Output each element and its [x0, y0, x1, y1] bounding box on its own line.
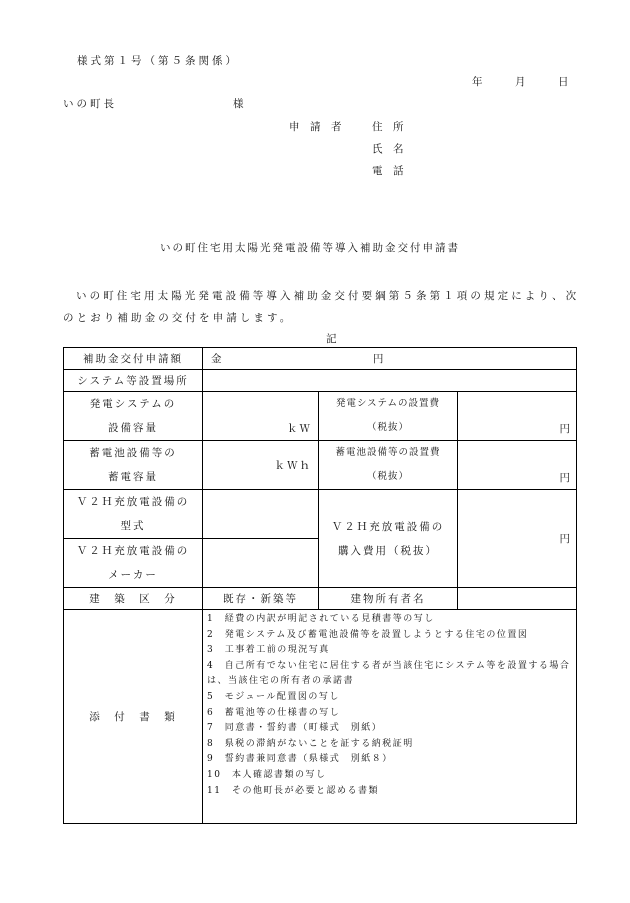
pv-cost-label-line2: （税抜） — [366, 422, 409, 433]
body-text: いの町住宅用太陽光発電設備等導入補助金交付要綱第５条第１項の規定により、次のとおり補助金の交付を申請します。 — [63, 290, 580, 324]
attachments-list — [203, 610, 576, 801]
date-year: 年 — [472, 76, 483, 88]
battery-cost-label — [319, 441, 458, 490]
v2h-maker-label — [64, 539, 203, 588]
pv-cost-label — [319, 392, 458, 441]
amount-label: 補助金交付申請額 — [64, 348, 203, 370]
pv-capacity-unit: ｋＷ — [287, 423, 312, 435]
battery-label-line1: 蓄電池設備等の — [89, 447, 177, 459]
v2h-cost-cell[interactable] — [458, 490, 577, 588]
attachment-item: 4 自己所有でない住宅に居住する者が当該住宅にシステム等を設置する場合は、当該住宅の所有者の承諾書 — [207, 660, 571, 687]
battery-capacity-cell[interactable] — [203, 441, 319, 490]
application-table — [63, 347, 577, 824]
location-cell[interactable] — [203, 370, 577, 392]
attachment-item: 3 工事着工前の現況写真 — [207, 645, 330, 656]
document-title: いの町住宅用太陽光発電設備等導入補助金交付申請書 — [160, 242, 460, 254]
v2h-cost-unit: 円 — [559, 533, 571, 545]
applicant-name: 氏 名 — [372, 143, 404, 155]
building-type-value[interactable]: 既存・新築等 — [203, 588, 319, 610]
applicant-label: 申 請 者 — [289, 121, 342, 133]
attachment-item: 1 経費の内訳が明記されている見積書等の写し — [207, 614, 435, 624]
v2h-maker-label-line2: メーカー — [108, 569, 158, 581]
v2h-model-label-line2: 型式 — [120, 520, 146, 532]
battery-label — [64, 441, 203, 490]
attachments-cell — [203, 610, 577, 824]
attachment-item: 5 モジュール配置図の写し — [207, 691, 340, 702]
location-label: システム等設置場所 — [64, 370, 203, 392]
amount-prefix: 金 — [211, 353, 222, 365]
attachment-item: 9 誓約書兼同意書（県様式 別紙８） — [207, 754, 393, 765]
pv-capacity-label — [64, 392, 203, 441]
battery-cost-label-line2: （税抜） — [366, 471, 409, 482]
v2h-maker-label-line1: Ｖ２Ｈ充放電設備の — [76, 545, 190, 557]
building-type-label: 建 築 区 分 — [64, 588, 203, 610]
owner-label: 建物所有者名 — [319, 588, 458, 610]
attachment-item: 8 県税の滞納がないことを証する納税証明 — [207, 738, 414, 749]
v2h-cost-label-line1: Ｖ２Ｈ充放電設備の — [331, 520, 445, 533]
amount-unit: 円 — [372, 353, 384, 365]
amount-cell[interactable] — [203, 348, 577, 370]
attachment-item: 6 蓄電池等の仕様書の写し — [207, 707, 341, 718]
date-day: 日 — [558, 76, 569, 88]
owner-cell[interactable] — [458, 588, 577, 610]
form-number: 様式第１号（第５条関係） — [77, 55, 239, 67]
pv-cost-unit: 円 — [559, 423, 571, 435]
v2h-maker-cell[interactable] — [203, 539, 319, 588]
attachment-item: 7 同意書・誓約書（町様式 別紙） — [207, 723, 383, 734]
attachment-item: 2 発電システム及び蓄電池設備等を設置しようとする住宅の位置図 — [207, 629, 529, 640]
addressee-honorific: 様 — [233, 98, 244, 110]
attachment-item: 11 その他町長が必要と認める書類 — [207, 785, 379, 796]
battery-cost-label-line1: 蓄電池設備等の設置費 — [335, 447, 441, 458]
ki-label: 記 — [326, 333, 337, 345]
attachment-item: 10 本人確認書類の写し — [207, 769, 327, 780]
v2h-model-label — [64, 490, 203, 539]
pv-cost-cell[interactable] — [458, 392, 577, 441]
pv-capacity-cell[interactable] — [203, 392, 319, 441]
pv-cost-label-line1: 発電システムの設置費 — [335, 398, 441, 409]
battery-cost-cell[interactable] — [458, 441, 577, 490]
addressee-name: いの町長 — [63, 98, 117, 110]
applicant-phone: 電 話 — [372, 165, 404, 177]
battery-cost-unit: 円 — [559, 472, 571, 484]
v2h-cost-label-line2: 購入費用（税抜） — [338, 544, 438, 557]
attachments-label: 添 付 書 類 — [64, 610, 203, 824]
battery-unit: ｋＷｈ — [274, 459, 312, 472]
pv-capacity-label-line1: 発電システムの — [89, 398, 177, 410]
v2h-model-cell[interactable] — [203, 490, 319, 539]
pv-capacity-label-line2: 設備容量 — [108, 422, 158, 434]
applicant-address: 住 所 — [372, 121, 404, 133]
v2h-model-label-line1: Ｖ２Ｈ充放電設備の — [76, 496, 190, 508]
battery-label-line2: 蓄電容量 — [108, 471, 158, 483]
v2h-cost-label — [319, 490, 458, 588]
date-month: 月 — [515, 76, 526, 88]
